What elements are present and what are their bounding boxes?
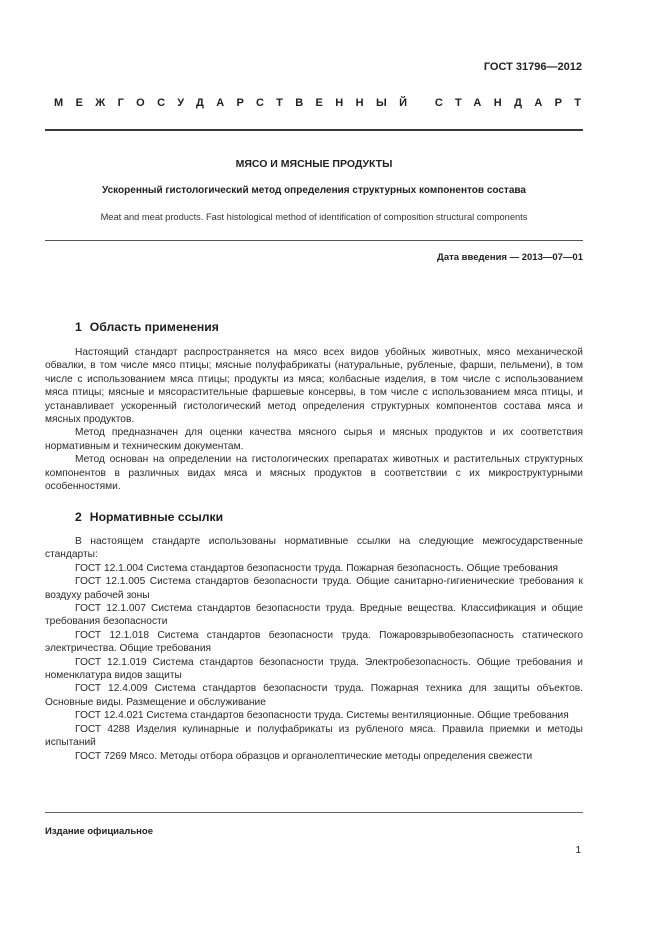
paragraph: Настоящий стандарт распространяется на мясо всех видов убойных животных, мясо механической обвалки, в том числе мясо птицы; мясные полуфабрикаты (натуральные, рубленые, фарши, пельмени), в том числе с использованием мяса птицы; продукты из мяса; колбасные изделия, в том числе с использованием мяса птицы; мясные и мясорастительные фаршевые консервы, в том числе с использованием мяса птицы, и устанавливает ускоренный гистологический метод определения структурных компонентов состава мяса и мясных продуктов. <box>45 347 583 426</box>
section-title: Область применения <box>89 320 219 334</box>
paragraph: Метод предназначен для оценки качества мясного сырья и мясных продуктов и их соответствия нормативным и техническим документам. <box>45 427 583 452</box>
introduction-date: Дата введения — 2013—07—01 <box>437 252 583 263</box>
section-number: 1 <box>75 320 82 334</box>
reference-item: ГОСТ 12.1.019 Система стандартов безопасности труда. Электробезопасность. Общие требования и номенклатура видов защиты <box>45 656 583 682</box>
document-title-english: Meat and meat products. Fast histological method of identification of composition structural components <box>100 212 528 222</box>
section-heading-normative-references <box>75 510 223 524</box>
reference-item: ГОСТ 12.1.018 Система стандартов безопасности труда. Пожаровзрывобезопасность статического электричества. Общие требования <box>45 629 583 655</box>
section-body-scope <box>45 346 583 493</box>
reference-item: ГОСТ 12.1.004 Система стандартов безопасности труда. Пожарная безопасность. Общие требования <box>75 562 559 574</box>
title-divider <box>45 240 583 241</box>
section-body-normative-references <box>45 535 583 763</box>
document-title: МЯСО И МЯСНЫЕ ПРОДУКТЫ <box>235 158 393 170</box>
paragraph: В настоящем стандарте использованы нормативные ссылки на следующие межгосударственные стандарты: <box>45 536 583 561</box>
section-heading-scope <box>75 320 219 334</box>
header-divider <box>45 129 583 131</box>
reference-item: ГОСТ 7269 Мясо. Методы отбора образцов и органолептические методы определения свежести <box>75 750 533 762</box>
reference-item: ГОСТ 12.4.009 Система стандартов безопасности труда. Пожарная техника для защиты объектов. Основные виды. Размещение и обслуживание <box>45 683 583 708</box>
document-subtitle: Ускоренный гистологический метод определения структурных компонентов состава <box>102 185 526 196</box>
footer-divider <box>45 812 583 813</box>
reference-item: ГОСТ 12.4.021 Система стандартов безопасности труда. Системы вентиляционные. Общие требования <box>75 710 569 722</box>
section-title: Нормативные ссылки <box>89 510 224 524</box>
reference-item: ГОСТ 4288 Изделия кулинарные и полуфабрикаты из рубленого мяса. Правила приемки и методы испытаний <box>45 723 583 749</box>
page-number: 1 <box>575 845 581 856</box>
section-number: 2 <box>75 510 82 524</box>
reference-item: ГОСТ 12.1.007 Система стандартов безопасности труда. Вредные вещества. Классификация и общие требования безопасности <box>45 603 583 628</box>
reference-item: ГОСТ 12.1.005 Система стандартов безопасности труда. Общие санитарно-гигиенические требования к воздуху рабочей зоны <box>45 576 583 601</box>
standard-type-heading: МЕЖГОСУДАРСТВЕННЫЙ СТАНДАРТ <box>54 97 594 109</box>
edition-note: Издание официальное <box>45 826 153 837</box>
paragraph: Метод основан на определении на гистологических препаратах животных и растительных структурных компонентов в различных видах мяса и мясных продуктов в соответствии с их микроструктурными особенностями. <box>45 454 583 493</box>
document-number: ГОСТ 31796—2012 <box>483 61 582 73</box>
